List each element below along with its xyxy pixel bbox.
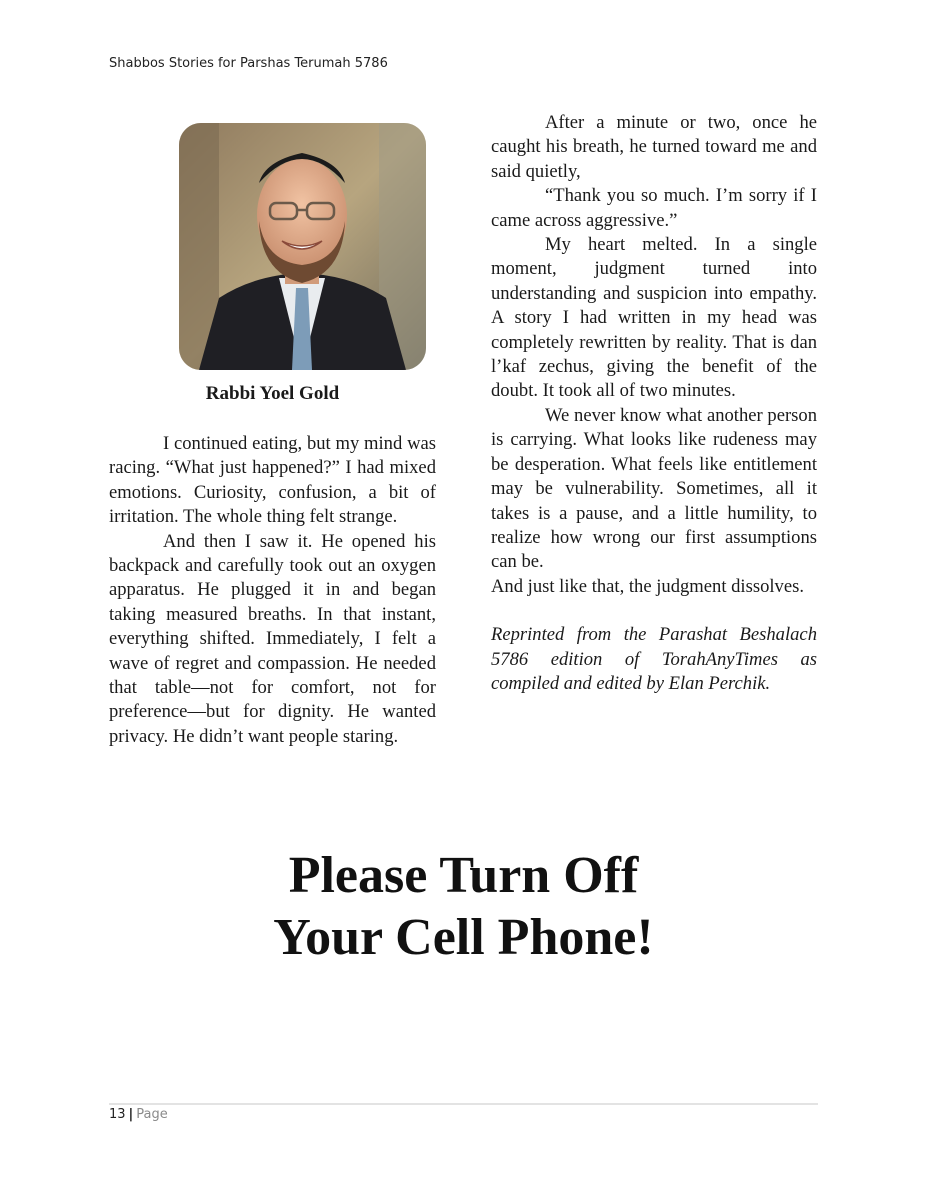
cell-phone-notice [0, 845, 927, 969]
page-footer [109, 1107, 168, 1122]
page-word: Page [136, 1107, 168, 1122]
paragraph: “Thank you so much. I’m sorry if I came across aggressive.” [491, 185, 817, 231]
right-column [491, 111, 817, 696]
rabbi-portrait-photo [179, 123, 426, 370]
paragraph: And then I saw it. He opened his backpack and carefully took out an oxygen apparatus. He plugged it in and began taking measured breaths. In that instant, everything shifted. Immediately, I felt a wave of regret and compassion. He needed that table—not for comfort, not for preference—but for dignity. He wanted privacy. He didn’t want people staring. [109, 530, 436, 747]
page-number: 13 [109, 1107, 126, 1122]
reprint-credit: Reprinted from the Parashat Beshalach 5786 edition of TorahAnyTimes as compiled and edited by Elan Perchik. [491, 624, 817, 694]
left-column [109, 123, 436, 749]
photo-caption: Rabbi Yoel Gold [205, 383, 340, 404]
paragraph: We never know what another person is carrying. What looks like rudeness may be desperation. What feels like entitlement may be vulnerability. Sometimes, all it takes is a pause, and a little humility, to realize how wrong our first assumptions can be. [491, 404, 817, 573]
paragraph: And just like that, the judgment dissolves. [491, 575, 804, 597]
notice-line-2: Your Cell Phone! [273, 909, 654, 966]
paragraph: I continued eating, but my mind was racing. “What just happened?” I had mixed emotions. Curiosity, confusion, a bit of irritation. The whole thing felt strange. [109, 433, 436, 528]
notice-line-1: Please Turn Off [288, 847, 639, 904]
paragraph: After a minute or two, once he caught his breath, he turned toward me and said quietly, [491, 112, 817, 182]
footer-divider [109, 1103, 818, 1105]
left-column-body [109, 432, 436, 749]
running-header: Shabbos Stories for Parshas Terumah 5786 [109, 56, 388, 71]
footer-separator: | [128, 1107, 134, 1122]
paragraph: My heart melted. In a single moment, judgment turned into understanding and suspicion into empathy. A story I had written in my head was completely rewritten by reality. That is dan l’kaf zechus, giving the benefit of the doubt. It took all of two minutes. [491, 234, 817, 402]
